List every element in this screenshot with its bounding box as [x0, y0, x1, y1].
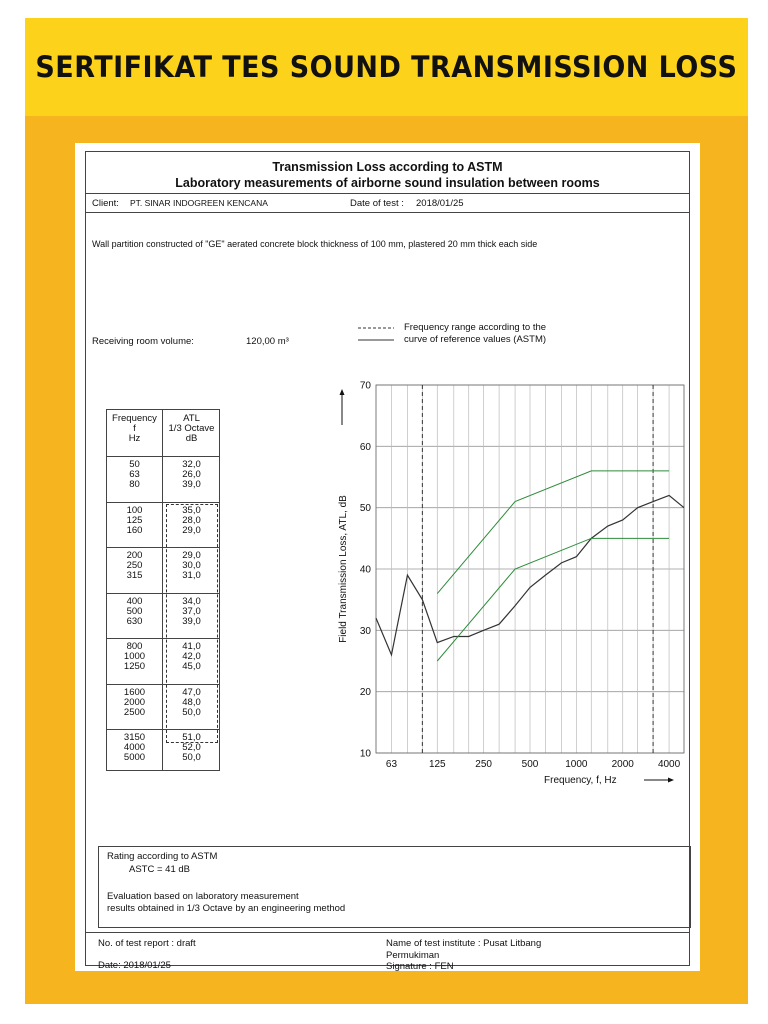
y-tick-label: 40: [359, 564, 371, 576]
table-frequency-cell: 100 125 160: [126, 504, 143, 536]
x-tick-label: 250: [475, 759, 492, 770]
transmission-loss-chart: [294, 357, 694, 787]
date-of-test-label: Date of test :: [350, 198, 404, 209]
banner-title: SERTIFIKAT TES SOUND TRANSMISSION LOSS: [35, 50, 738, 84]
table-frequency-cell: 200 250 315: [126, 550, 143, 581]
rating-box: [98, 846, 691, 928]
y-tick-label: 30: [359, 625, 371, 637]
rating-label: Rating according to ASTM: [107, 851, 218, 862]
divider: [86, 193, 689, 194]
y-tick-label: 10: [359, 748, 371, 760]
y-tick-label: 20: [359, 687, 371, 699]
y-axis-arrowhead: [340, 389, 345, 395]
table-header-frequency: Frequency f Hz: [112, 413, 157, 444]
table-frequency-cell: 1600 2000 2500: [123, 686, 146, 718]
room-volume-label: Receiving room volume:: [92, 336, 194, 347]
table-atl-cell: 51,0 52,0 50,0: [182, 732, 201, 763]
table-header-atl: ATL 1/3 Octave dB: [168, 413, 215, 444]
table-atl-cell: 35,0 28,0 29,0: [182, 504, 201, 536]
reference-curve-line: [437, 471, 669, 594]
client-label: Client:: [92, 198, 119, 209]
table-atl-cell: 47,0 48,0 50,0: [182, 686, 201, 718]
table-row-divider: [107, 502, 219, 503]
divider: [86, 212, 689, 213]
table-frequency-cell: 3150 4000 5000: [123, 732, 146, 763]
y-tick-label: 70: [359, 380, 371, 392]
y-axis-label: Field Transmission Loss, ATL, dB: [338, 495, 349, 643]
date-of-test-value: 2018/01/25: [416, 198, 464, 209]
x-tick-label: 63: [385, 759, 398, 770]
y-tick-label: 60: [359, 441, 371, 453]
wall-description: Wall partition constructed of "GE" aerated concrete block thickness of 100 mm, plastered 20 mm thick each side: [92, 239, 538, 249]
divider: [86, 932, 689, 933]
client-value: PT. SINAR INDOGREEN KENCANA: [130, 198, 268, 208]
banner: [25, 18, 748, 116]
room-volume-value: 120,00 m³: [246, 336, 289, 347]
x-axis-arrowhead: [668, 778, 674, 783]
evaluation-line1: Evaluation based on laboratory measurement: [107, 891, 299, 902]
evaluation-line2: results obtained in 1/3 Octave by an engineering method: [107, 903, 346, 914]
x-tick-label: 125: [428, 759, 446, 770]
table-frequency-cell: 400 500 630: [126, 595, 143, 627]
x-tick-label: 4000: [657, 759, 681, 770]
y-tick-label: 50: [359, 503, 371, 515]
x-tick-label: 1000: [565, 759, 588, 770]
report-date: Date: 2018/01/25: [98, 960, 171, 971]
x-tick-label: 500: [521, 759, 539, 770]
frequency-range-bracket: [166, 504, 218, 744]
legend-solid-label: curve of reference values (ASTM): [404, 334, 547, 345]
certificate-background: [25, 18, 748, 1004]
table-atl-cell: 41,0 42,0 45,0: [182, 641, 201, 672]
report-title: Transmission Loss according to ASTM: [272, 160, 503, 174]
signature: Signature : FEN: [386, 961, 454, 972]
test-report-sheet: [75, 143, 700, 971]
report-subtitle: Laboratory measurements of airborne sound insulation between rooms: [175, 176, 600, 190]
table-row-divider: [107, 456, 219, 457]
test-report-number: No. of test report : draft: [98, 938, 196, 949]
test-institute: Name of test institute : Pusat Litbang: [386, 938, 542, 949]
table-atl-cell: 32,0 26,0 39,0: [182, 459, 201, 490]
table-atl-cell: 29,0 30,0 31,0: [182, 550, 201, 581]
table-frequency-cell: 50 63 80: [129, 459, 140, 490]
test-institute-continued: Permukiman: [386, 950, 440, 961]
table-frequency-cell: 800 1000 1250: [123, 641, 146, 672]
x-axis-label: Frequency, f, Hz: [544, 775, 617, 786]
measurement-table: [106, 409, 220, 771]
x-tick-label: 2000: [611, 759, 634, 770]
legend-dashed-label: Frequency range according to the: [404, 322, 547, 333]
report-frame: [85, 151, 690, 972]
reference-curve-line: [437, 538, 669, 661]
table-atl-cell: 34,0 37,0 39,0: [182, 595, 201, 627]
legend-lines: [356, 324, 406, 344]
astc-value: ASTC = 41 dB: [129, 864, 190, 875]
